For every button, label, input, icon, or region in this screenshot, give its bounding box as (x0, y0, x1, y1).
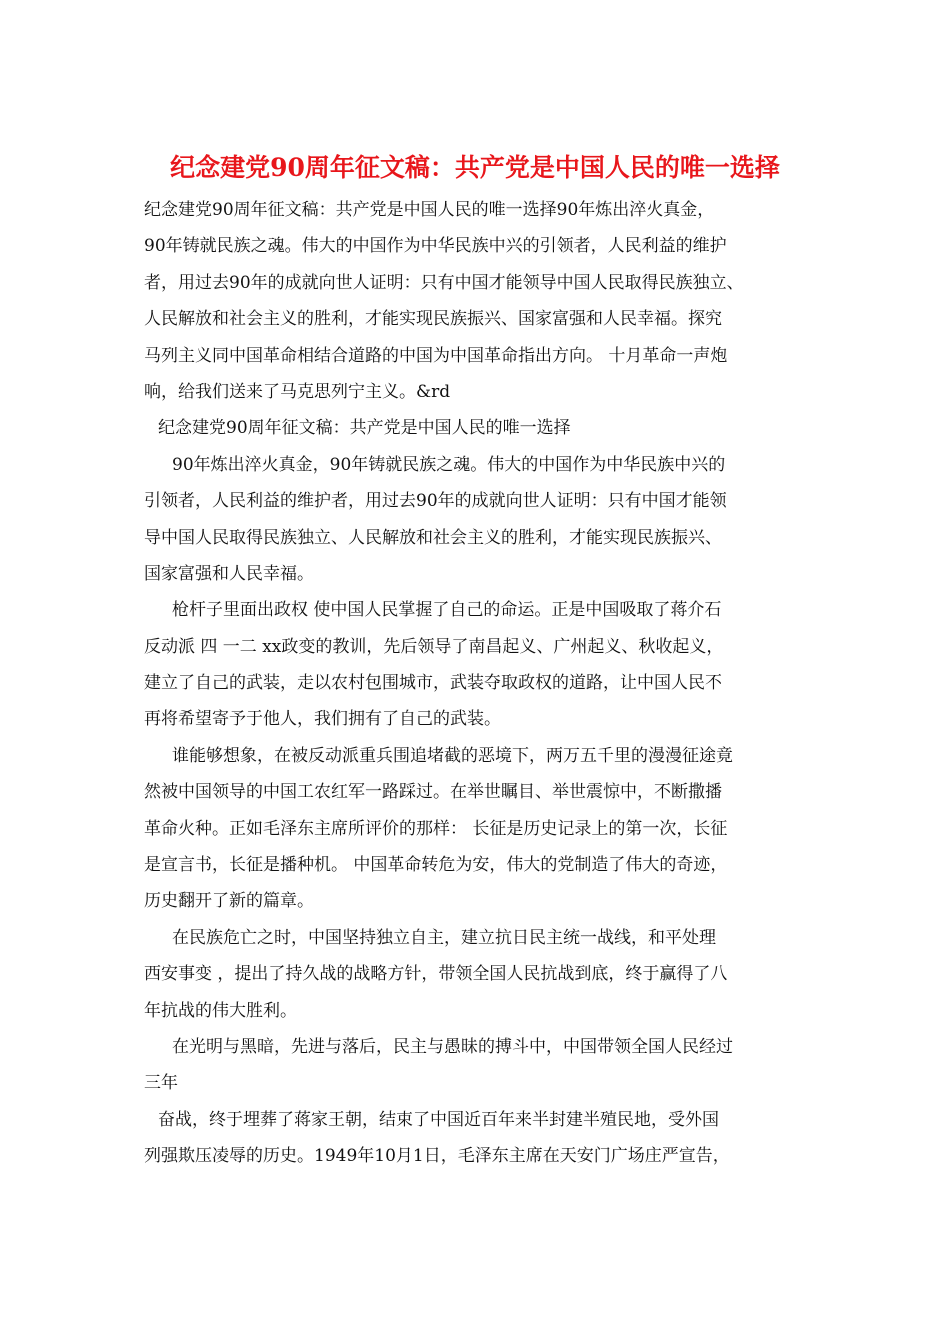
text-line: 年抗战的伟大胜利。 (144, 1000, 297, 1021)
text-line: 然被中国领导的中国工农红军一路踩过。在举世瞩目、举世震惊中，不断撒播 (144, 782, 722, 803)
document-body (144, 192, 814, 1175)
text-line: 纪念建党90周年征文稿：共产党是中国人民的唯一选择90年炼出淬火真金， (144, 200, 715, 220)
text-line: 90年炼出淬火真金，90年铸就民族之魂。伟大的中国作为中华民族中兴的 (172, 454, 726, 475)
text-line: 引领者，人民利益的维护者，用过去90年的成就向世人证明：只有中国才能领 (144, 491, 727, 512)
text-line: 响，给我们送来了马克思列宁主义。&rd (144, 381, 451, 402)
text-line: 反动派 四 一二 xx政变的教训，先后领导了南昌起义、广州起义、秋收起义， (144, 636, 724, 657)
text-line: 奋战，终于埋葬了蒋家王朝，结束了中国近百年来半封建半殖民地，受外国 (158, 1109, 719, 1130)
text-line: 在民族危亡之时，中国坚持独立自主，建立抗日民主统一战线，和平处理 (172, 927, 716, 948)
text-line: 三年 (144, 1073, 178, 1094)
text-line: 纪念建党90周年征文稿：共产党是中国人民的唯一选择 (158, 418, 571, 439)
text-line: 再将希望寄予于他人，我们拥有了自己的武装。 (144, 709, 501, 730)
text-line: 枪杆子里面出政权 使中国人民掌握了自己的命运。正是中国吸取了蒋介石 (172, 600, 722, 621)
document-title: 纪念建党90周年征文稿：共产党是中国人民的唯一选择 (170, 153, 780, 182)
text-line: 90年铸就民族之魂。伟大的中国作为中华民族中兴的引领者，人民利益的维护 (144, 236, 727, 257)
text-line: 历史翻开了新的篇章。 (144, 891, 314, 912)
text-line: 国家富强和人民幸福。 (144, 563, 314, 584)
text-line: 西安事变 ，提出了持久战的战略方针，带领全国人民抗战到底，终于赢得了八 (144, 964, 728, 985)
text-line: 谁能够想象，在被反动派重兵围追堵截的恶境下，两万五千里的漫漫征途竟 (172, 745, 733, 766)
text-line: 马列主义同中国革命相结合道路的中国为中国革命指出方向。 十月革命一声炮 (144, 345, 728, 366)
text-line: 者，用过去90年的成就向世人证明：只有中国才能领导中国人民取得民族独立、 (144, 272, 744, 293)
text-line: 革命火种。正如毛泽东主席所评价的那样： 长征是历史记录上的第一次，长征 (144, 818, 728, 839)
text-line: 人民解放和社会主义的胜利，才能实现民族振兴、国家富强和人民幸福。探究 (144, 309, 722, 330)
text-line: 导中国人民取得民族独立、人民解放和社会主义的胜利，才能实现民族振兴、 (144, 527, 722, 548)
text-line: 列强欺压凌辱的历史。1949年10月1日，毛泽东主席在天安门广场庄严宣告， (144, 1146, 730, 1167)
text-line: 是宣言书，长征是播种机。 中国革命转危为安，伟大的党制造了伟大的奇迹， (144, 855, 728, 876)
text-line: 在光明与黑暗，先进与落后，民主与愚昧的搏斗中，中国带领全国人民经过 (172, 1036, 733, 1057)
text-line: 建立了自己的武装，走以农村包围城市，武装夺取政权的道路，让中国人民不 (144, 673, 722, 694)
